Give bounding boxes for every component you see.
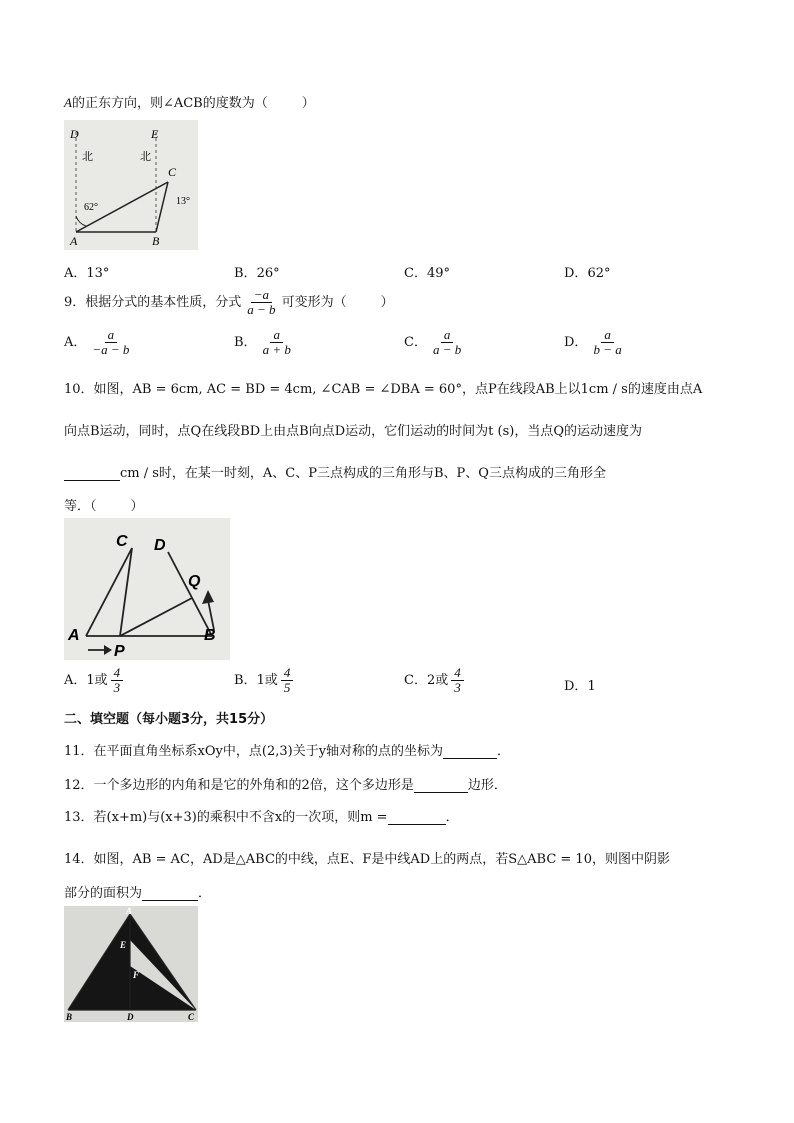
q8-option-a[interactable]: A．13° [64, 266, 110, 281]
q8-figure [64, 120, 198, 250]
q8-option-b[interactable]: B．26° [234, 266, 280, 281]
q14-label-a: A [126, 906, 133, 916]
q8-label-62: 62° [84, 202, 98, 213]
q8-stem [64, 92, 315, 111]
q10-diagram [64, 518, 230, 660]
q14-stem-line2: 部分的面积为 ． [64, 886, 212, 901]
q9-option-b[interactable]: B． $\frac{a}{a + b}$ [234, 327, 291, 357]
q8-option-c[interactable]: C．49° [404, 266, 450, 281]
q8-label-b: B [152, 234, 160, 248]
q8-label-a: A [70, 234, 78, 248]
q14-label-e: E [120, 940, 127, 950]
q14-figure [64, 906, 198, 1022]
q8-point-a: A [64, 95, 72, 110]
q10-answer-blank[interactable] [64, 468, 120, 481]
q8-stem-close: ） [301, 96, 315, 111]
q10-label-q: Q [188, 573, 201, 590]
q14-label-c: C [188, 1012, 195, 1022]
q13-answer-blank[interactable] [388, 812, 446, 825]
q10-label-c: C [116, 533, 128, 550]
q8-option-d[interactable]: D．62° [564, 266, 611, 281]
q10-stem-line2: 向点B运动，同时，点Q在线段BD上由点B向点D运动，它们运动的时间为t (s)，当点Q的运动速度为 [64, 424, 642, 439]
q14-label-f: F [133, 970, 140, 980]
q8-label-north1: 北 [82, 150, 93, 163]
q12-stem: 12．一个多边形的内角和是它的外角和的2倍，这个多边形是 边形． [64, 778, 507, 793]
q8-label-d: D [70, 127, 79, 141]
q10-option-c[interactable]: C．2或 $\frac{4}{3}$ [404, 666, 467, 695]
q10-label-p: P [114, 643, 125, 660]
q10-stem-line3: cm / s时，在某一时刻，A、C、P三点构成的三角形与B、P、Q三点构成的三角形全 [64, 462, 606, 481]
q10-label-b: B [204, 627, 216, 644]
q10-option-a[interactable]: A．1或 $\frac{4}{3}$ [64, 666, 126, 695]
q9-option-c[interactable]: C． $\frac{a}{a - b}$ [404, 327, 462, 357]
q9-stem-fraction: $\frac{-a}{a - b}$ [247, 287, 276, 317]
q9-stem: 9．根据分式的基本性质，分式 $\frac{-a}{a - b}$ 可变形为（ ） [64, 287, 394, 317]
q9-option-d[interactable]: D． $\frac{a}{b - a}$ [564, 327, 622, 357]
q14-diagram [64, 906, 198, 1022]
q12-answer-blank[interactable] [414, 780, 468, 793]
q14-label-b: B [66, 1012, 73, 1022]
q8-label-13: 13° [176, 196, 190, 207]
q10-figure [64, 518, 230, 660]
q8-label-c: C [168, 165, 177, 179]
q8-diagram [64, 120, 198, 250]
q10-stem-line1: 10．如图，AB = 6cm, AC = BD = 4cm, ∠CAB = ∠DBA = 60°，点P在线段AB上以1cm / s的速度由点A [64, 382, 703, 397]
q10-stem-line4: 等．（ ） [64, 499, 144, 514]
q13-stem: 13．若(x+m)与(x+3)的乘积中不含x的一次项，则m = ． [64, 810, 459, 825]
q14-stem-line1: 14．如图，AB = AC，AD是△ABC的中线，点E、F是中线AD上的两点，若S△ABC = 10，则图中阴影 [64, 852, 670, 867]
q11-answer-blank[interactable] [443, 746, 497, 759]
q14-answer-blank[interactable] [142, 888, 198, 901]
q10-label-a: A [68, 627, 80, 644]
q9-option-a[interactable]: A． $\frac{a}{-a - b}$ [64, 327, 130, 357]
q10-label-d: D [154, 537, 166, 554]
q8-label-e: E [151, 127, 159, 141]
q10-option-b[interactable]: B．1或 $\frac{4}{5}$ [234, 666, 296, 695]
q8-stem-text: 的正东方向，则∠ACB的度数为（ [71, 96, 268, 111]
q10-option-d[interactable]: D．1 [564, 679, 596, 694]
q11-stem: 11．在平面直角坐标系xOy中，点(2,3)关于y轴对称的点的坐标为 ． [64, 744, 511, 759]
q14-label-d: D [127, 1012, 134, 1022]
q8-label-north2: 北 [140, 150, 151, 163]
section-2-heading: 二、填空题（每小题3分，共15分） [64, 712, 274, 727]
